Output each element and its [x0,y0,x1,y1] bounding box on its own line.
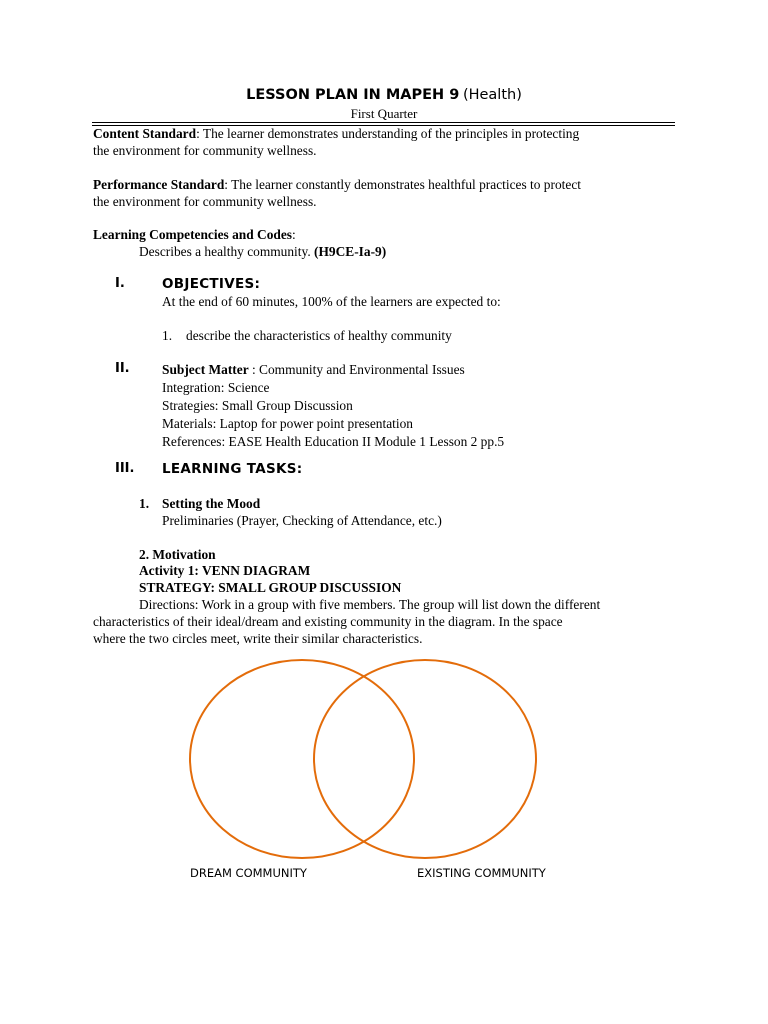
strategies: Strategies: Small Group Discussion [162,398,353,413]
venn-label-existing: EXISTING COMMUNITY [417,866,546,880]
setting-mood-num: 1. [139,496,150,511]
performance-standard-text: : The learner constantly demonstrates healthful practices to protect [224,177,581,192]
venn-circle-dream [190,660,414,858]
objectives-heading: OBJECTIVES: [162,276,261,292]
content-standard-label: Content Standard [93,126,197,141]
competencies-label: Learning Competencies and Codes [93,227,293,242]
directions-line3: where the two circles meet, write their similar characteristics. [93,631,423,646]
learning-tasks-heading: LEARNING TASKS: [162,461,303,477]
strategy-title: STRATEGY: SMALL GROUP DISCUSSION [139,580,402,595]
content-standard-text: : The learner demonstrates understanding of the principles in protecting [196,126,580,141]
subject-matter-value: : Community and Environmental Issues [248,362,465,377]
subject-matter-label: Subject Matter [162,362,249,377]
objectives-roman: I. [115,276,125,291]
competencies-colon: : [292,227,296,242]
directions-line2: characteristics of their ideal/dream and existing community in the diagram. In the space [93,614,563,629]
objective-item-text: describe the characteristics of healthy community [186,328,452,343]
performance-standard-line2: the environment for community wellness. [93,194,317,209]
motivation-title: 2. Motivation [139,547,216,562]
quarter-label: First Quarter [350,106,418,121]
integration: Integration: Science [162,380,270,395]
learning-tasks-roman: III. [115,461,135,476]
performance-standard-label: Performance Standard [93,177,225,192]
directions-line1: Directions: Work in a group with five members. The group will list down the different [139,597,601,612]
objectives-intro: At the end of 60 minutes, 100% of the learners are expected to: [162,294,501,309]
competency-code: (H9CE-Ia-9) [314,244,387,259]
venn-label-dream: DREAM COMMUNITY [190,866,307,880]
content-standard-line2: the environment for community wellness. [93,143,317,158]
references: References: EASE Health Education II Module 1 Lesson 2 pp.5 [162,434,505,449]
title-subject: (Health) [462,87,522,103]
objective-item-num: 1. [162,328,173,343]
activity-title: Activity 1: VENN DIAGRAM [139,563,311,578]
setting-mood-text: Preliminaries (Prayer, Checking of Attendance, etc.) [162,513,442,528]
setting-mood-title: Setting the Mood [162,496,261,511]
subject-matter-roman: II. [115,361,130,376]
title-bold: LESSON PLAN IN MAPEH 9 [246,87,460,103]
venn-circle-existing [314,660,536,858]
materials: Materials: Laptop for power point presentation [162,416,414,431]
competency-description: Describes a healthy community. [139,244,311,259]
